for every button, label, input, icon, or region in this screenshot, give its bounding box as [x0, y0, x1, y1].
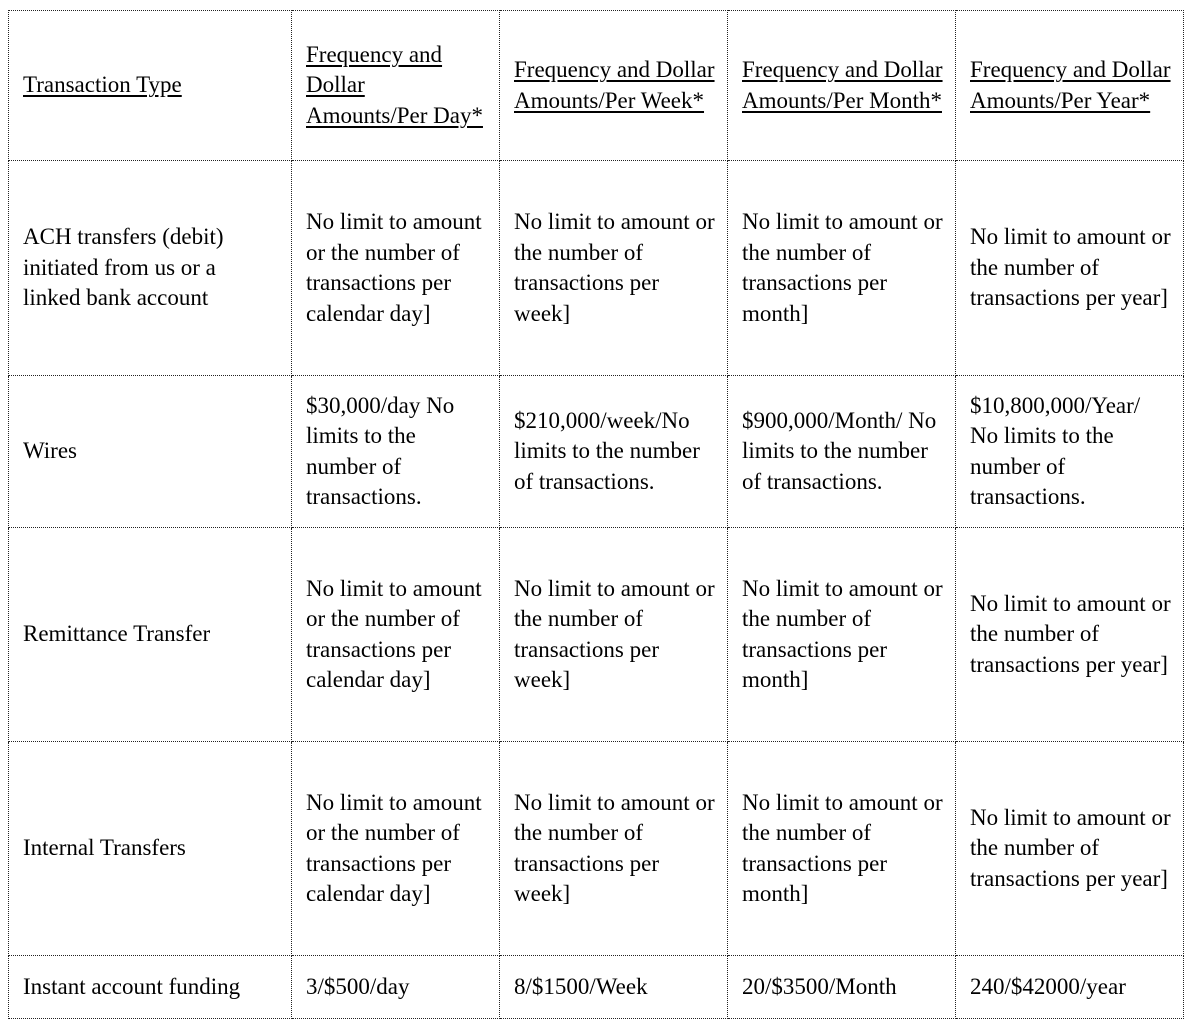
limit-cell: [500, 742, 728, 956]
transaction-type-cell: [9, 528, 292, 742]
limit-cell: [728, 376, 956, 528]
table-row: [9, 742, 1184, 956]
header-label: Frequency and Dollar Amounts/Per Month*: [742, 57, 943, 113]
cell-text: Wires: [23, 438, 77, 464]
cell-text: 3/$500/day: [306, 973, 410, 999]
column-header: [956, 11, 1184, 161]
cell-text: No limit to amount or the number of transactions per calendar day]: [306, 209, 482, 326]
limit-cell: [500, 956, 728, 1019]
cell-text: 20/$3500/Month: [742, 973, 897, 999]
limit-cell: [292, 742, 500, 956]
header-label: Frequency and Dollar Amounts/Per Year*: [970, 57, 1171, 113]
limit-cell: [728, 161, 956, 376]
cell-text: 240/$42000/year: [970, 973, 1126, 999]
cell-text: ACH transfers (debit) initiated from us or a linked bank account: [23, 224, 224, 311]
limit-cell: [500, 161, 728, 376]
cell-text: $210,000/week/No limits to the number of transactions.: [514, 407, 700, 494]
header-label: Transaction Type: [23, 72, 182, 98]
column-header: [9, 11, 292, 161]
column-header: [500, 11, 728, 161]
cell-text: Instant account funding: [23, 973, 241, 999]
limit-cell: [292, 956, 500, 1019]
cell-text: $900,000/Month/ No limits to the number of transactions.: [742, 407, 937, 494]
limit-cell: [292, 376, 500, 528]
limit-cell: [728, 528, 956, 742]
cell-text: No limit to amount or the number of transactions per year]: [970, 224, 1171, 311]
transaction-type-cell: [9, 376, 292, 528]
table-row: [9, 376, 1184, 528]
limit-cell: [292, 161, 500, 376]
header-label: Frequency and Dollar Amounts/Per Day*: [306, 41, 483, 128]
transaction-type-cell: [9, 956, 292, 1019]
cell-text: No limit to amount or the number of transactions per year]: [970, 590, 1171, 677]
cell-text: No limit to amount or the number of transactions per week]: [514, 209, 715, 326]
cell-text: No limit to amount or the number of transactions per year]: [970, 804, 1171, 891]
cell-text: Internal Transfers: [23, 835, 186, 861]
cell-text: No limit to amount or the number of transactions per week]: [514, 789, 715, 906]
transaction-limits-table: [8, 10, 1184, 1019]
cell-text: No limit to amount or the number of transactions per month]: [742, 575, 943, 692]
limit-cell: [500, 376, 728, 528]
table-row: [9, 528, 1184, 742]
header-row: [9, 11, 1184, 161]
column-header: [728, 11, 956, 161]
cell-text: No limit to amount or the number of transactions per week]: [514, 575, 715, 692]
table-row: [9, 161, 1184, 376]
cell-text: No limit to amount or the number of transactions per month]: [742, 209, 943, 326]
column-header: [292, 11, 500, 161]
cell-text: $10,800,000/Year/ No limits to the number of transactions.: [970, 392, 1141, 509]
limit-cell: [500, 528, 728, 742]
limit-cell: [956, 742, 1184, 956]
cell-text: No limit to amount or the number of transactions per calendar day]: [306, 575, 482, 692]
limit-cell: [728, 956, 956, 1019]
cell-text: No limit to amount or the number of transactions per calendar day]: [306, 789, 482, 906]
limit-cell: [956, 956, 1184, 1019]
transaction-type-cell: [9, 742, 292, 956]
limit-cell: [728, 742, 956, 956]
limit-cell: [956, 376, 1184, 528]
cell-text: No limit to amount or the number of transactions per month]: [742, 789, 943, 906]
cell-text: 8/$1500/Week: [514, 973, 648, 999]
limit-cell: [956, 161, 1184, 376]
header-label: Frequency and Dollar Amounts/Per Week*: [514, 57, 715, 113]
limit-cell: [292, 528, 500, 742]
transaction-type-cell: [9, 161, 292, 376]
cell-text: Remittance Transfer: [23, 621, 211, 647]
limit-cell: [956, 528, 1184, 742]
cell-text: $30,000/day No limits to the number of transactions.: [306, 392, 455, 509]
table-row: [9, 956, 1184, 1019]
